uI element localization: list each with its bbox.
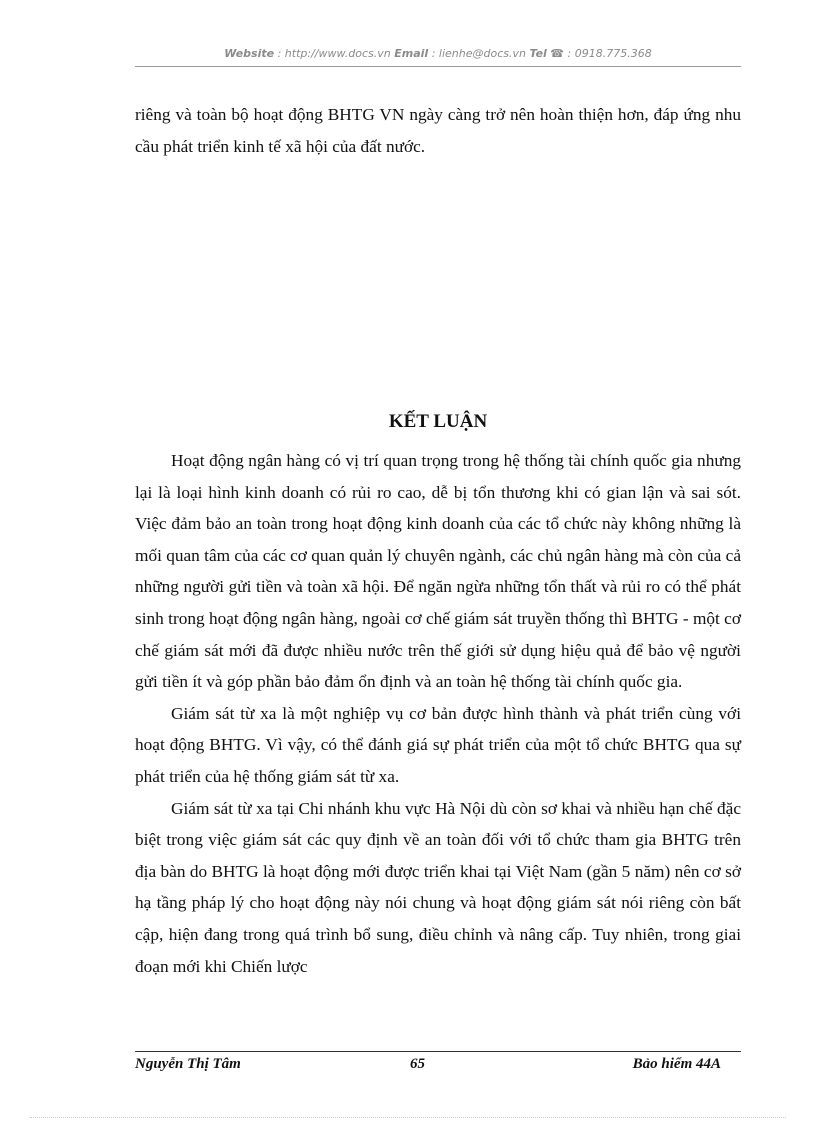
footer-divider [135, 1051, 741, 1052]
footer-author: Nguyễn Thị Tâm [135, 1056, 241, 1072]
conclusion-body [135, 445, 741, 982]
intro-paragraph: riêng và toàn bộ hoạt động BHTG VN ngày càng trở nên hoàn thiện hơn, đáp ứng nhu cầu phát triển kinh tế xã hội của đất nước. [135, 105, 741, 156]
website-label: Website [224, 47, 275, 60]
page-footer [135, 1056, 741, 1076]
page-number: 65 [410, 1056, 425, 1072]
footer-class-name: Bảo hiểm 44A [632, 1056, 721, 1072]
email-value[interactable]: : lienhe@docs.vn [428, 47, 530, 60]
section-title: KẾT LUẬN [388, 411, 488, 432]
email-label: Email [394, 47, 429, 60]
body-paragraph: Giám sát từ xa tại Chi nhánh khu vực Hà Nội dù còn sơ khai và nhiều hạn chế đặc biệt trong việc giám sát các quy định về an toàn đối với tổ chức tham gia BHTG trên địa bàn do BHTG là hoạt động mới được triển khai tại Việt Nam (gần 5 năm) nên cơ sở hạ tầng pháp lý cho hoạt động này nói chung và hoạt động giám sát nói riêng còn bất cập, hiện đang trong quá trình bổ sung, điều chỉnh và nâng cấp. Tuy nhiên, trong giai đoạn mới khi Chiến lược [135, 798, 741, 976]
website-value[interactable]: : http://www.docs.vn [274, 47, 395, 60]
body-paragraph: Hoạt động ngân hàng có vị trí quan trọng trong hệ thống tài chính quốc gia nhưng lại là loại hình kinh doanh có rủi ro cao, dễ bị tổn thương khi có gian lận và sai sót. Việc đảm bảo an toàn trong hoạt động kinh doanh của các tổ chức này không những là mối quan tâm của các cơ quan quản lý chuyên ngành, các chủ ngân hàng mà còn của cả những người gửi tiền và toàn xã hội. Để ngăn ngừa những tổn thất và rủi ro có thể phát sinh trong hoạt động ngân hàng, ngoài cơ chế giám sát truyền thống thì BHTG - một cơ chế giám sát mới đã được nhiều nước trên thế giới sử dụng hiệu quả để bảo vệ người gửi tiền ít và góp phần bảo đảm ổn định và an toàn hệ thống tài chính quốc gia. [135, 451, 741, 692]
tel-label: Tel [529, 47, 547, 60]
page-bottom-border [30, 1117, 786, 1118]
tel-value: ☎ : 0918.775.368 [546, 47, 652, 60]
body-paragraph: Giám sát từ xa là một nghiệp vụ cơ bản được hình thành và phát triển cùng với hoạt động BHTG. Vì vậy, có thể đánh giá sự phát triển của một tổ chức BHTG qua sự phát triển của hệ thống giám sát từ xa. [135, 703, 741, 786]
header-divider [135, 66, 741, 67]
page-header [135, 47, 741, 60]
